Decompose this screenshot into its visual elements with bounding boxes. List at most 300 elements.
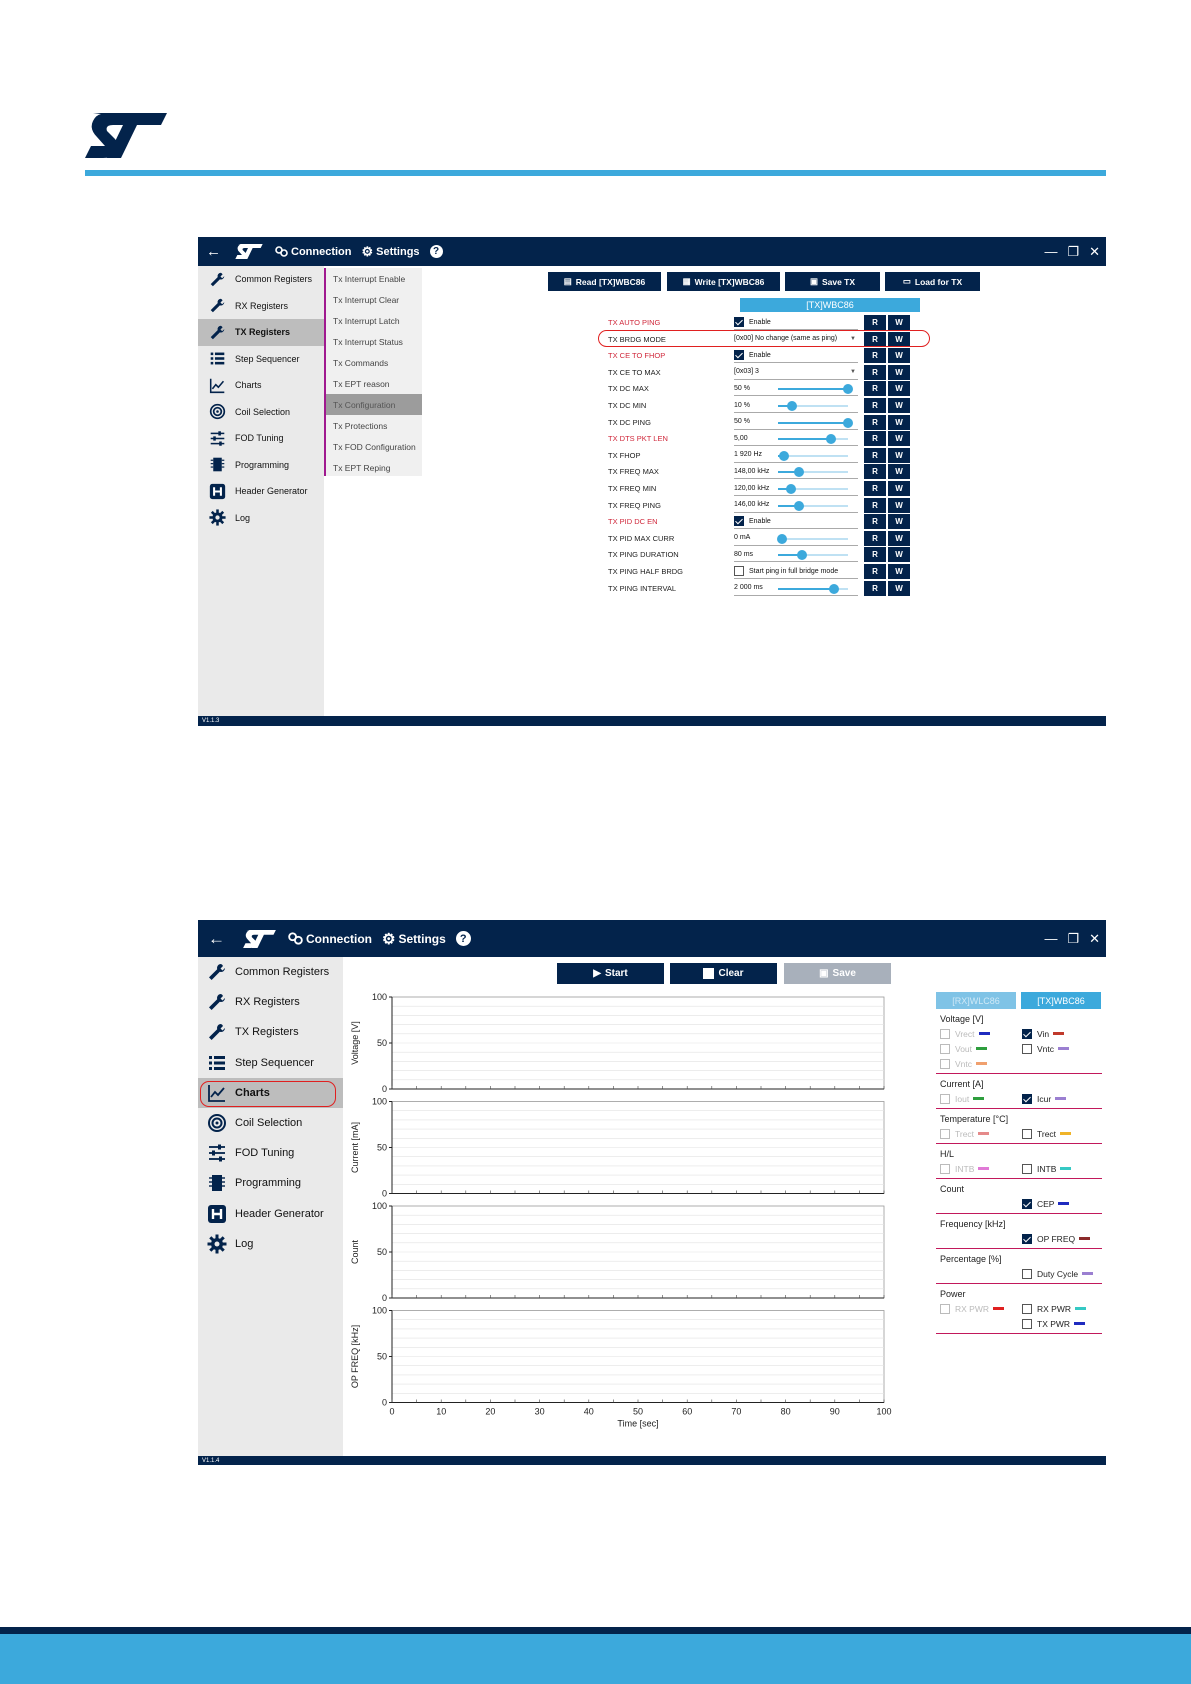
sidebar-item-label: Step Sequencer — [235, 1056, 314, 1069]
x-axis-label: Time [sec] — [617, 1418, 659, 1429]
write-register-button[interactable]: W — [888, 365, 910, 380]
register-slider[interactable] — [778, 538, 848, 540]
series-label: Vntc — [955, 1058, 973, 1069]
register-name: TX CE TO FHOP — [608, 351, 666, 361]
device-header: [TX]WBC86 — [740, 298, 920, 312]
write-register-button[interactable]: W — [888, 348, 910, 363]
y-tick-label: 0 — [381, 1084, 387, 1094]
read-register-button[interactable]: R — [864, 464, 886, 479]
series-checkbox[interactable] — [1022, 1234, 1032, 1244]
x-tick-label: 90 — [829, 1406, 840, 1417]
series-checkbox[interactable] — [940, 1094, 950, 1104]
series-label: INTB — [955, 1163, 975, 1174]
restore-icon[interactable]: ❐ — [1067, 930, 1080, 946]
submenu-item[interactable]: Tx Interrupt Enable — [333, 273, 406, 284]
legend-group-title: Count — [940, 1184, 965, 1194]
slider-handle[interactable] — [786, 484, 796, 494]
gear-icon — [207, 1234, 227, 1254]
register-name: TX PID MAX CURR — [608, 533, 675, 543]
coil-icon — [207, 1113, 227, 1133]
register-value: 2 000 ms — [734, 584, 763, 592]
sidebar-item-tx-registers[interactable] — [198, 319, 324, 346]
slider-handle[interactable] — [777, 534, 787, 544]
read-register-button[interactable]: R — [864, 398, 886, 413]
list-icon — [207, 1053, 227, 1073]
register-name: TX DC MAX — [608, 384, 649, 394]
sidebar-item-common-registers[interactable] — [198, 266, 324, 293]
sidebar-item-label: TX Registers — [235, 327, 291, 338]
register-slider[interactable] — [778, 405, 848, 407]
legend-group — [936, 1214, 1102, 1249]
close-icon[interactable]: ✕ — [1089, 243, 1100, 259]
sidebar-item-common-registers[interactable] — [198, 957, 343, 987]
save-tx-button[interactable] — [785, 272, 880, 291]
series-color-swatch — [976, 1062, 987, 1065]
sidebar-item-label: Log — [235, 1237, 254, 1250]
legend-group — [936, 1284, 1102, 1334]
version-label: V1.1.4 — [202, 1457, 220, 1464]
wrench-icon — [207, 269, 227, 289]
legend-item[interactable] — [940, 1303, 1022, 1314]
x-tick-label: 10 — [436, 1406, 447, 1417]
sidebar-item-label: RX Registers — [235, 300, 289, 311]
sidebar-item-log[interactable] — [198, 1229, 343, 1259]
charts-area — [344, 990, 904, 1455]
read-register-button[interactable]: R — [864, 332, 886, 347]
settings-button[interactable] — [382, 930, 446, 948]
register-value-cell — [734, 481, 858, 496]
slider-handle[interactable] — [843, 418, 853, 428]
register-value-cell — [734, 398, 858, 413]
submenu-item[interactable]: Tx Protections — [333, 420, 388, 431]
x-tick-label: 30 — [534, 1406, 545, 1417]
checkbox[interactable] — [734, 516, 744, 526]
register-value-cell — [734, 431, 858, 446]
series-checkbox[interactable] — [1022, 1129, 1032, 1139]
connection-label: Connection — [306, 931, 372, 946]
write-register-button[interactable]: W — [888, 431, 910, 446]
series-checkbox[interactable] — [940, 1044, 950, 1054]
read-register-button[interactable]: R — [864, 315, 886, 330]
legend-group-title: Voltage [V] — [940, 1014, 984, 1024]
series-color-swatch — [978, 1167, 989, 1170]
legend-item[interactable] — [940, 1093, 1022, 1104]
coil-icon — [207, 402, 227, 422]
back-arrow-icon[interactable]: ← — [208, 928, 225, 948]
read-label: Read [TX]WBC86 — [575, 276, 646, 287]
legend-item[interactable] — [1022, 1128, 1102, 1139]
write-register-button[interactable]: W — [888, 398, 910, 413]
legend-item[interactable] — [1022, 1043, 1102, 1054]
register-value-cell — [734, 315, 858, 330]
write-register-button[interactable]: W — [888, 564, 910, 579]
register-select[interactable]: [0x03] 3 — [734, 368, 759, 376]
register-value-cell — [734, 547, 858, 562]
register-value: 10 % — [734, 401, 750, 409]
register-name: TX FREQ PING — [608, 500, 661, 510]
sidebar-item-programming[interactable] — [198, 1168, 343, 1198]
sidebar-item-log[interactable] — [198, 505, 324, 532]
register-row — [608, 531, 928, 548]
read-register-button[interactable]: R — [864, 547, 886, 562]
legend-item[interactable] — [940, 1128, 1022, 1139]
register-value-cell — [734, 348, 858, 363]
status-bar — [198, 1456, 1106, 1465]
series-color-swatch — [978, 1132, 989, 1135]
register-slider[interactable] — [778, 388, 848, 390]
submenu-item[interactable]: Tx Commands — [333, 357, 389, 368]
register-slider[interactable] — [778, 488, 848, 490]
legend-spacer — [940, 1233, 1022, 1244]
save-icon: ▣ — [809, 276, 818, 286]
minimize-icon[interactable]: — — [1044, 244, 1058, 259]
register-name: TX DC PING — [608, 417, 651, 427]
submenu-item[interactable]: Tx FOD Configuration — [333, 441, 416, 452]
register-slider[interactable] — [778, 471, 848, 473]
sidebar-item-step-sequencer[interactable] — [198, 346, 324, 373]
register-value: 50 % — [734, 384, 750, 392]
register-name: TX PING HALF BRDG — [608, 567, 684, 576]
checkbox[interactable] — [734, 566, 744, 576]
header-rule — [85, 170, 1106, 176]
register-row — [608, 365, 928, 382]
register-value: 0 mA — [734, 534, 751, 542]
sidebar-item-label: Common Registers — [235, 966, 330, 979]
series-checkbox[interactable] — [940, 1129, 950, 1139]
read-register-button[interactable]: R — [864, 514, 886, 529]
slider-handle[interactable] — [794, 501, 804, 511]
slider-handle[interactable] — [797, 550, 807, 560]
sidebar-item-label: Log — [235, 512, 251, 523]
register-slider[interactable] — [778, 438, 848, 440]
read-register-button[interactable]: R — [864, 481, 886, 496]
series-checkbox[interactable] — [1022, 1029, 1032, 1039]
st-logo — [235, 244, 263, 259]
read-register-button[interactable]: R — [864, 431, 886, 446]
clear-label: Clear — [718, 968, 744, 979]
write-register-button[interactable]: W — [888, 581, 910, 596]
save-button[interactable] — [784, 963, 891, 984]
y-tick-label: 0 — [381, 1293, 387, 1303]
register-row — [608, 498, 928, 515]
checkbox[interactable] — [734, 317, 744, 327]
series-checkbox[interactable] — [940, 1304, 950, 1314]
register-value-cell — [734, 531, 858, 546]
series-label: Trect — [1037, 1128, 1057, 1139]
help-icon[interactable]: ? — [456, 931, 471, 946]
legend-group-title: Power — [940, 1289, 966, 1299]
write-register-button[interactable]: W — [888, 498, 910, 513]
series-color-swatch — [976, 1047, 987, 1050]
gear-icon: ⚙ — [382, 930, 396, 948]
submenu-item[interactable]: Tx Interrupt Latch — [333, 315, 400, 326]
clear-button[interactable] — [670, 963, 777, 984]
x-tick-label: 60 — [682, 1406, 693, 1417]
gear-icon: ⚙ — [361, 243, 374, 259]
series-checkbox[interactable] — [1022, 1304, 1032, 1314]
read-register-button[interactable]: R — [864, 415, 886, 430]
register-value: 1 920 Hz — [734, 451, 763, 459]
sidebar-item-label: Header Generator — [235, 1207, 324, 1220]
footer-rule — [0, 1627, 1191, 1634]
legend-item[interactable] — [940, 1058, 1022, 1069]
title-bar — [198, 237, 1106, 266]
legend-group — [936, 1179, 1102, 1214]
register-row — [608, 431, 928, 448]
write-register-button[interactable]: W — [888, 547, 910, 562]
connection-label: Connection — [291, 245, 352, 258]
legend-item[interactable] — [1022, 1198, 1102, 1209]
legend-item[interactable] — [1022, 1163, 1102, 1174]
series-color-swatch — [1058, 1202, 1069, 1205]
legend-item[interactable] — [940, 1163, 1022, 1174]
play-icon: ▶ — [593, 968, 601, 979]
tab-rx[interactable]: [RX]WLC86 — [936, 992, 1016, 1009]
minimize-icon[interactable]: — — [1044, 931, 1058, 946]
connection-button[interactable] — [288, 932, 372, 946]
series-checkbox[interactable] — [1022, 1164, 1032, 1174]
sidebar-item-header-generator[interactable] — [198, 1199, 343, 1229]
read-register-button[interactable]: R — [864, 381, 886, 396]
series-color-swatch — [1082, 1272, 1093, 1275]
submenu-item[interactable]: Tx EPT reason — [333, 378, 390, 389]
legend-spacer — [940, 1268, 1022, 1279]
sidebar-item-rx-registers[interactable] — [198, 987, 343, 1017]
y-tick-label: 100 — [371, 992, 387, 1002]
title-bar — [198, 920, 1106, 957]
legend-item[interactable] — [1022, 1303, 1102, 1314]
close-icon[interactable]: ✕ — [1089, 930, 1100, 946]
x-tick-label: 0 — [389, 1406, 395, 1417]
write-register-button[interactable]: W — [888, 514, 910, 529]
write-register-button[interactable]: W — [888, 464, 910, 479]
read-register-button[interactable]: R — [864, 365, 886, 380]
register-value-cell — [734, 464, 858, 479]
x-tick-label: 80 — [780, 1406, 791, 1417]
clear-icon — [703, 968, 714, 979]
register-slider[interactable] — [778, 422, 848, 424]
register-row — [608, 398, 928, 415]
legend-item[interactable] — [1022, 1028, 1102, 1039]
legend-spacer — [940, 1318, 1022, 1329]
read-register-button[interactable]: R — [864, 564, 886, 579]
read-button[interactable] — [548, 272, 661, 291]
legend-group — [936, 1249, 1102, 1284]
series-color-swatch — [979, 1032, 990, 1035]
gear-icon — [207, 508, 227, 528]
checkbox[interactable] — [734, 350, 744, 360]
back-arrow-icon[interactable]: ← — [206, 243, 221, 260]
series-label: Vout — [955, 1043, 973, 1054]
series-color-swatch — [1058, 1047, 1069, 1050]
write-button[interactable] — [667, 272, 780, 291]
write-register-button[interactable]: W — [888, 531, 910, 546]
read-register-button[interactable]: R — [864, 581, 886, 596]
legend-group — [936, 1009, 1102, 1074]
start-button[interactable] — [557, 963, 664, 984]
slider-handle[interactable] — [794, 467, 804, 477]
legend-group-title: Current [A] — [940, 1079, 984, 1089]
version-label: V1.1.3 — [202, 718, 220, 724]
sidebar-item-tx-registers[interactable] — [198, 1017, 343, 1047]
series-color-swatch — [1074, 1322, 1085, 1325]
sidebar-item-charts[interactable] — [198, 372, 324, 399]
register-name: TX FREQ MAX — [608, 467, 659, 477]
register-row — [608, 381, 928, 398]
series-checkbox[interactable] — [1022, 1319, 1032, 1329]
register-name: TX CE TO MAX — [608, 367, 661, 377]
dropdown-caret-icon[interactable]: ▼ — [850, 335, 856, 342]
register-slider[interactable] — [778, 505, 848, 507]
register-slider[interactable] — [778, 588, 848, 590]
save-label: Save TX — [821, 276, 856, 287]
register-value-cell — [734, 448, 858, 463]
register-row — [608, 448, 928, 465]
sidebar-item-label: Step Sequencer — [235, 353, 300, 364]
register-value-cell — [734, 514, 858, 529]
series-checkbox[interactable] — [1022, 1269, 1032, 1279]
register-name: TX PING DURATION — [608, 550, 679, 560]
write-register-button[interactable]: W — [888, 448, 910, 463]
legend-item[interactable] — [1022, 1233, 1102, 1244]
read-register-button[interactable]: R — [864, 448, 886, 463]
series-checkbox[interactable] — [940, 1029, 950, 1039]
read-register-button[interactable]: R — [864, 531, 886, 546]
sidebar-item-label: FOD Tuning — [235, 433, 284, 444]
write-register-button[interactable]: W — [888, 415, 910, 430]
series-checkbox[interactable] — [940, 1059, 950, 1069]
submenu-item[interactable]: Tx Configuration — [326, 394, 422, 415]
register-name: TX AUTO PING — [608, 318, 661, 327]
series-label: RX PWR — [955, 1303, 989, 1314]
register-value: 120,00 kHz — [734, 484, 770, 492]
register-slider[interactable] — [778, 455, 848, 457]
register-select[interactable]: [0x00] No change (same as ping) — [734, 335, 838, 343]
register-value-cell — [734, 498, 858, 513]
sidebar-item-coil-selection[interactable] — [198, 1108, 343, 1138]
legend-group-title: H/L — [940, 1149, 955, 1159]
legend-item[interactable] — [1022, 1318, 1102, 1329]
settings-button[interactable] — [362, 244, 420, 260]
sidebar-item-header-generator[interactable] — [198, 478, 324, 505]
register-value: 5,00 — [734, 434, 748, 442]
restore-icon[interactable]: ❐ — [1067, 243, 1080, 259]
register-value: Enable — [749, 318, 771, 326]
series-color-swatch — [973, 1097, 984, 1100]
write-register-button[interactable]: W — [888, 481, 910, 496]
chart-panel — [350, 1201, 884, 1303]
register-name: TX BRDG MODE — [608, 334, 666, 344]
sidebar-item-fod-tuning[interactable] — [198, 1138, 343, 1168]
tab-tx[interactable]: [TX]WBC86 — [1021, 992, 1101, 1009]
register-name: TX PID DC EN — [608, 517, 658, 527]
series-color-swatch — [1060, 1132, 1071, 1135]
load-label: Load for TX — [914, 276, 963, 287]
register-name: TX PING INTERVAL — [608, 583, 677, 593]
series-label: RX PWR — [1037, 1303, 1071, 1314]
slider-handle[interactable] — [843, 384, 853, 394]
sidebar-item-step-sequencer[interactable] — [198, 1048, 343, 1078]
series-label: Duty Cycle — [1037, 1268, 1079, 1279]
submenu-item[interactable]: Tx Interrupt Clear — [333, 294, 400, 305]
folder-icon: ▭ — [902, 276, 911, 286]
slider-handle[interactable] — [826, 434, 836, 444]
tx-registers-submenu — [324, 268, 422, 476]
write-register-button[interactable]: W — [888, 332, 910, 347]
register-row — [608, 514, 928, 531]
register-row — [608, 547, 928, 564]
x-tick-label: 70 — [731, 1406, 742, 1417]
chip-icon: ▦ — [682, 276, 691, 286]
register-value-cell — [734, 381, 858, 396]
sidebar-item-label: Charts — [235, 1086, 270, 1099]
sidebar-item-label: FOD Tuning — [235, 1147, 295, 1160]
series-color-swatch — [1060, 1167, 1071, 1170]
sidebar-item-coil-selection[interactable] — [198, 399, 324, 426]
y-axis-label: Current [mA] — [350, 1121, 360, 1174]
write-register-button[interactable]: W — [888, 315, 910, 330]
series-color-swatch — [1053, 1032, 1064, 1035]
submenu-item[interactable]: Tx EPT Reping — [333, 462, 391, 473]
series-label: TX PWR — [1037, 1318, 1071, 1329]
legend-item[interactable] — [1022, 1268, 1102, 1279]
register-value-cell — [734, 365, 858, 380]
legend-item[interactable] — [1022, 1093, 1102, 1104]
book-icon: ▤ — [563, 276, 572, 286]
series-checkbox[interactable] — [1022, 1199, 1032, 1209]
read-register-button[interactable]: R — [864, 498, 886, 513]
y-axis-label: Voltage [V] — [350, 1021, 360, 1065]
register-row — [608, 481, 928, 498]
chart-panel — [350, 992, 884, 1094]
y-tick-label: 0 — [381, 1188, 387, 1199]
write-register-button[interactable]: W — [888, 381, 910, 396]
slider-handle[interactable] — [779, 451, 789, 461]
y-tick-label: 100 — [371, 1305, 387, 1316]
chip-icon — [207, 455, 227, 475]
registers-window — [198, 237, 1106, 726]
y-tick-label: 100 — [371, 1096, 387, 1107]
series-checkbox[interactable] — [1022, 1044, 1032, 1054]
series-label: INTB — [1037, 1163, 1057, 1174]
status-bar — [198, 716, 1106, 726]
register-value-cell — [734, 415, 858, 430]
help-icon[interactable]: ? — [430, 245, 443, 258]
register-slider[interactable] — [778, 554, 848, 556]
register-name: TX FREQ MIN — [608, 484, 657, 493]
y-tick-label: 50 — [376, 1247, 387, 1257]
dropdown-caret-icon[interactable]: ▼ — [850, 368, 856, 375]
connection-button[interactable] — [275, 246, 352, 258]
legend-item[interactable] — [940, 1043, 1022, 1054]
sidebar-item-programming[interactable] — [198, 452, 324, 479]
series-label: Iout — [955, 1093, 970, 1104]
list-icon — [207, 349, 227, 369]
sidebar-item-fod-tuning[interactable] — [198, 425, 324, 452]
submenu-item[interactable]: Tx Interrupt Status — [333, 336, 403, 347]
read-register-button[interactable]: R — [864, 348, 886, 363]
slider-handle[interactable] — [829, 584, 839, 594]
slider-handle[interactable] — [787, 401, 797, 411]
series-checkbox[interactable] — [940, 1164, 950, 1174]
sidebar-item-rx-registers[interactable] — [198, 293, 324, 320]
load-tx-button[interactable] — [885, 272, 980, 291]
series-label: OP FREQ — [1037, 1233, 1076, 1244]
write-label: Write [TX]WBC86 — [694, 276, 765, 287]
wrench-icon — [207, 992, 227, 1012]
series-checkbox[interactable] — [1022, 1094, 1032, 1104]
legend-item[interactable] — [940, 1028, 1022, 1039]
